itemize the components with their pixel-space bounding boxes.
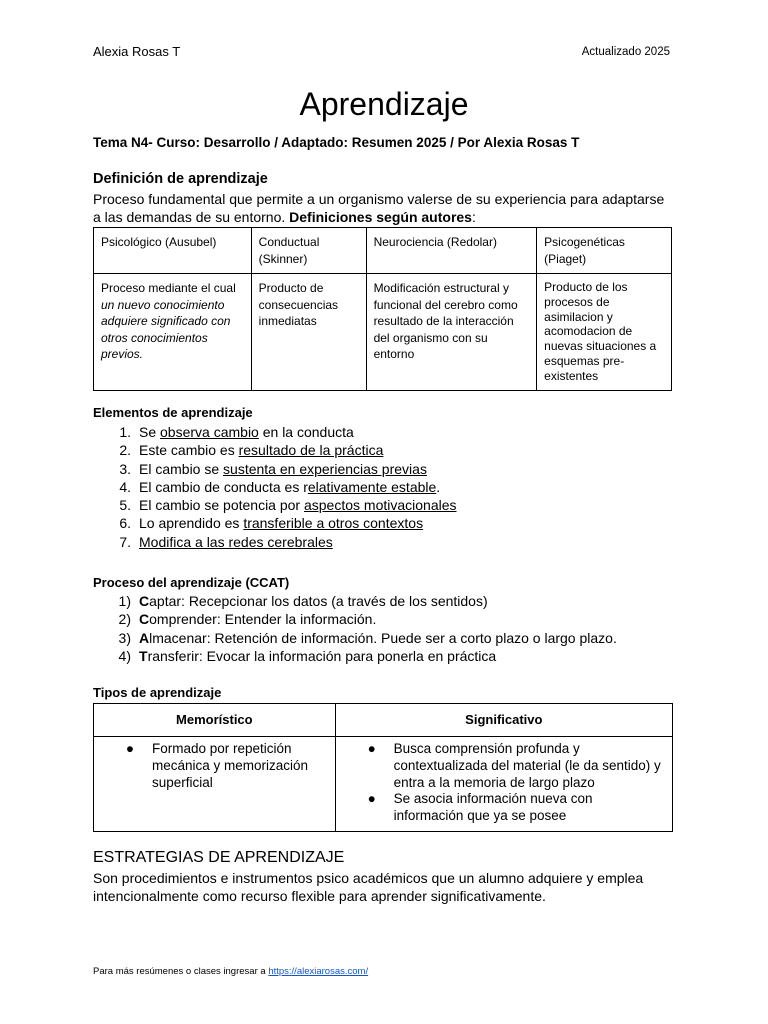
list-item — [93, 533, 457, 551]
strategies-heading: ESTRATEGIAS DE APRENDIZAJE — [93, 849, 345, 866]
list-item — [93, 514, 457, 532]
definitions-table — [93, 227, 672, 391]
ccat-rest: lmacenar: Retención de información. Puede ser a corto plazo o largo plazo. — [149, 629, 617, 646]
bullet-icon: ● — [367, 791, 376, 807]
list-text — [139, 610, 376, 628]
list-text — [139, 441, 383, 459]
definition-paragraph — [93, 190, 673, 226]
types-header-row — [94, 704, 673, 737]
item-post: . — [436, 478, 441, 495]
ccat-rest: aptar: Recepcionar los datos (a través de los sentidos) — [149, 593, 488, 609]
list-item — [93, 610, 617, 628]
bullet-icon: ● — [367, 741, 376, 756]
list-text — [139, 423, 354, 441]
definition-authors-bold: Definiciones según autores — [289, 209, 472, 225]
header-piaget: Psicogenéticas (Piaget) — [537, 228, 672, 274]
header-ausubel: Psicológico (Ausubel) — [94, 228, 252, 274]
cell-ausubel — [94, 274, 252, 391]
list-item — [93, 478, 457, 496]
cell-skinner: Producto de consecuencias inmediatas — [251, 274, 366, 391]
item-pre: El cambio de conducta es r — [139, 478, 308, 495]
header-memoristic: Memorístico — [94, 704, 336, 737]
bullet-text: Busca comprensión profunda y contextualizada del material (le da sentido) y entra a la memoria de largo plazo — [393, 741, 661, 790]
types-table — [93, 703, 673, 832]
list-text — [139, 460, 427, 478]
list-item — [93, 441, 457, 459]
list-number: 4. — [119, 478, 131, 495]
types-heading: Tipos de aprendizaje — [93, 685, 222, 700]
header-redolar: Neurociencia (Redolar) — [366, 228, 537, 274]
item-underlined: aspectos motivacionales — [303, 497, 457, 514]
item-underlined: resultado de la práctica — [238, 442, 384, 459]
list-item — [344, 741, 664, 791]
list-text — [139, 592, 488, 610]
ccat-letter: A — [139, 629, 150, 646]
memoristic-list — [102, 741, 327, 791]
list-number: 1) — [118, 593, 131, 609]
list-number: 6. — [119, 515, 131, 532]
list-number: 4) — [118, 647, 131, 664]
cell-significant — [335, 737, 672, 832]
list-number: 7. — [119, 533, 131, 550]
list-text — [139, 629, 617, 647]
item-pre: Este cambio es — [139, 442, 239, 459]
strategies-paragraph: Son procedimientos e instrumentos psico académicos que un alumno adquiere y emplea intencionalmente como recurso flexible para aprender significativamente. — [93, 870, 644, 904]
cell-redolar: Modificación estructural y funcional del cerebro como resultado de la interacción del organismo con su entorno — [366, 274, 537, 391]
ccat-letter: T — [139, 647, 148, 664]
definition-colon: : — [471, 209, 476, 225]
header-author: Alexia Rosas T — [93, 44, 181, 59]
item-post: en la conducta — [258, 424, 354, 440]
header-skinner: Conductual (Skinner) — [251, 228, 366, 274]
ccat-list — [93, 592, 617, 665]
page-title: Aprendizaje — [299, 86, 469, 122]
list-item — [93, 647, 617, 665]
footer-text: Para más resúmenes o clases ingresar a — [93, 966, 269, 977]
item-pre: El cambio se potencia por — [139, 497, 304, 514]
list-item — [93, 460, 457, 478]
footer — [93, 966, 368, 977]
list-text — [139, 478, 440, 496]
cell-memoristic — [94, 737, 336, 832]
header-significant: Significativo — [335, 704, 672, 737]
item-underlined: elativamente estable — [307, 478, 437, 495]
ccat-rest: ransferir: Evocar la información para ponerla en práctica — [147, 647, 497, 664]
ccat-heading: Proceso del aprendizaje (CCAT) — [93, 575, 290, 590]
elements-list — [93, 423, 457, 551]
item-underlined: observa cambio — [160, 424, 259, 440]
definitions-body-row — [94, 274, 672, 391]
list-item — [93, 496, 457, 514]
footer-link[interactable]: https://alexiarosas.com/ — [268, 966, 369, 977]
significant-list — [344, 741, 664, 825]
list-item — [102, 741, 327, 791]
list-text — [139, 514, 423, 532]
list-number: 3) — [118, 629, 131, 646]
list-item — [93, 423, 457, 441]
list-number: 1. — [119, 424, 131, 440]
item-pre: El cambio se — [139, 460, 224, 477]
list-number: 3. — [119, 460, 131, 477]
types-body-row — [94, 737, 673, 832]
item-underlined: transferible a otros contextos — [243, 515, 424, 532]
list-text — [139, 647, 496, 665]
definition-text: Proceso fundamental que permite a un organismo valerse de su experiencia para adaptarse a las demandas de su entorno. — [93, 191, 665, 225]
definition-heading: Definición de aprendizaje — [93, 171, 268, 187]
cell-piaget: Producto de los procesos de asimilacion y acomodacion de nuevas situaciones a esquemas pre-existentes — [537, 274, 672, 391]
ccat-letter: C — [139, 611, 150, 628]
ausubel-plain: Proceso mediante el cual — [101, 281, 236, 295]
list-number: 2. — [119, 442, 131, 459]
item-underlined: Modifica a las redes cerebrales — [139, 533, 333, 550]
list-text — [139, 496, 457, 514]
item-underlined: sustenta en experiencias previas — [223, 460, 427, 477]
list-number: 2) — [118, 611, 131, 628]
item-pre: Se — [139, 424, 161, 440]
elements-heading: Elementos de aprendizaje — [93, 405, 253, 420]
ausubel-italic: un nuevo conocimiento adquiere significado con otros conocimientos previos. — [101, 297, 231, 361]
list-item — [344, 791, 664, 825]
header-updated: Actualizado 2025 — [581, 46, 670, 58]
ccat-rest: omprender: Entender la información. — [149, 611, 377, 628]
bullet-text: Se asocia información nueva con información que ya se posee — [393, 791, 593, 824]
item-pre: Lo aprendido es — [139, 515, 244, 532]
list-text — [139, 533, 333, 551]
definitions-header-row — [94, 228, 672, 274]
list-item — [93, 629, 617, 647]
bullet-text: Formado por repetición mecánica y memorización superficial — [152, 741, 309, 790]
list-item — [93, 592, 617, 610]
bullet-icon: ● — [125, 741, 135, 756]
list-number: 5. — [119, 497, 131, 514]
page-subtitle: Tema N4- Curso: Desarrollo / Adaptado: Resumen 2025 / Por Alexia Rosas T — [93, 135, 580, 150]
ccat-letter: C — [139, 593, 150, 609]
